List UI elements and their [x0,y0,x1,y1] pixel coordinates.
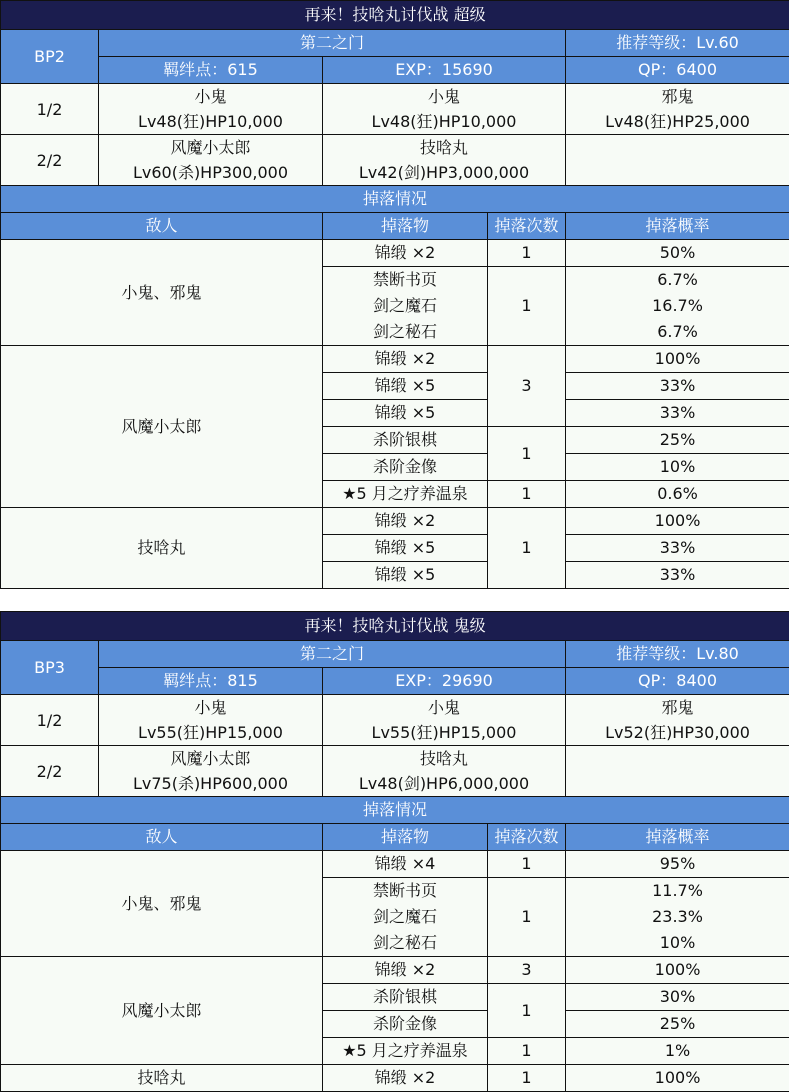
col-item: 掉落物 [323,213,488,240]
enemy-name: 风魔小太郎 [99,746,322,771]
drop-row [1,851,789,878]
enemy-cell [566,135,789,186]
wave-number: 1/2 [1,84,99,135]
drop-rate: 33% [566,562,789,589]
enemy-cell [99,746,323,797]
quest-title: 再来！技唅丸讨伐战 鬼级 [1,612,789,641]
drops-title-row [1,797,789,824]
enemy-stats: Lv55(狂)HP15,000 [323,720,565,745]
drop-rate: 6.7% [566,267,789,293]
enemy-cell [566,695,789,746]
drop-rate: 100% [566,346,789,373]
col-count: 掉落次数 [488,824,566,851]
wave-number: 2/2 [1,135,99,186]
enemy-stats: Lv60(杀)HP300,000 [99,160,322,185]
col-count: 掉落次数 [488,213,566,240]
drops-title: 掉落情况 [1,186,789,213]
drop-item: 锦缎 ×2 [323,957,488,984]
recommend-level: 推荐等级：Lv.60 [566,30,789,57]
bp-label: BP2 [1,30,99,84]
quest-title: 再来！技唅丸讨伐战 超级 [1,1,789,30]
enemy-name: 小鬼 [99,84,322,109]
wave-row [1,135,789,186]
drop-enemy: 小鬼、邪鬼 [1,851,323,957]
drop-item: 杀阶银棋 [323,984,488,1011]
enemy-name: 邪鬼 [566,84,789,109]
drop-items [323,878,488,957]
recommend-level: 推荐等级：Lv.80 [566,641,789,668]
enemy-name: 技唅丸 [323,135,565,160]
drop-item: 禁断书页 [323,878,487,904]
header-row [1,641,789,668]
wave-number: 2/2 [1,746,99,797]
drop-rate: 10% [566,454,789,481]
drop-count: 1 [488,851,566,878]
col-item: 掉落物 [323,824,488,851]
drops-header-row [1,213,789,240]
enemy-stats: Lv75(杀)HP600,000 [99,771,322,796]
drop-enemy: 风魔小太郎 [1,346,323,508]
enemy-name: 技唅丸 [323,746,565,771]
drop-table [0,611,789,1092]
drop-item: 锦缎 ×2 [323,1065,488,1092]
drop-rate: 16.7% [566,293,789,319]
drop-item: 杀阶金像 [323,1011,488,1038]
drop-rate: 100% [566,1065,789,1092]
enemy-stats: Lv48(狂)HP10,000 [99,109,322,134]
enemy-cell [323,695,566,746]
enemy-stats: Lv48(狂)HP10,000 [323,109,565,134]
col-rate: 掉落概率 [566,824,789,851]
header-row [1,30,789,57]
drop-item: ★5 月之疗养温泉 [323,1038,488,1065]
enemy-name: 小鬼 [99,695,322,720]
enemy-cell [323,746,566,797]
drops-title: 掉落情况 [1,797,789,824]
enemy-stats: Lv48(剑)HP6,000,000 [323,771,565,796]
exp-value: EXP：29690 [323,668,566,695]
qp-value: QP：6400 [566,57,789,84]
drop-count: 1 [488,508,566,589]
drop-enemy: 风魔小太郎 [1,957,323,1065]
enemy-stats: Lv42(剑)HP3,000,000 [323,160,565,185]
drop-item: 锦缎 ×2 [323,346,488,373]
col-enemy: 敌人 [1,213,323,240]
drop-row [1,508,789,535]
drop-rate: 6.7% [566,319,789,345]
bond-points: 羁绊点：615 [99,57,323,84]
drop-rate: 1% [566,1038,789,1065]
drop-enemy: 技唅丸 [1,508,323,589]
drop-count: 3 [488,957,566,984]
drop-rate: 23.3% [566,904,789,930]
drop-item: 剑之秘石 [323,319,487,345]
title-row [1,612,789,641]
wave-row [1,84,789,135]
drop-row [1,1065,789,1092]
drop-count: 1 [488,878,566,957]
drop-item: 杀阶银棋 [323,427,488,454]
drop-rate: 10% [566,930,789,956]
stats-row [1,668,789,695]
drop-item: 锦缎 ×5 [323,562,488,589]
col-rate: 掉落概率 [566,213,789,240]
enemy-stats: Lv52(狂)HP30,000 [566,720,789,745]
drop-item: 剑之魔石 [323,904,487,930]
drop-rate: 33% [566,373,789,400]
drop-count: 1 [488,427,566,481]
drop-rate: 11.7% [566,878,789,904]
title-row [1,1,789,30]
drop-item: 剑之秘石 [323,930,487,956]
enemy-cell [323,84,566,135]
drop-rate: 33% [566,535,789,562]
enemy-cell [99,135,323,186]
wave-row [1,695,789,746]
drop-count: 3 [488,346,566,427]
table-gap [0,589,789,611]
drop-item: 锦缎 ×2 [323,240,488,267]
drop-row [1,240,789,267]
drop-rate: 0.6% [566,481,789,508]
drop-rates [566,878,789,957]
wave-row [1,746,789,797]
enemy-name: 小鬼 [323,84,565,109]
enemy-cell [323,135,566,186]
enemy-name: 小鬼 [323,695,565,720]
bond-points: 羁绊点：815 [99,668,323,695]
exp-value: EXP：15690 [323,57,566,84]
enemy-name: 邪鬼 [566,695,789,720]
drop-rate: 33% [566,400,789,427]
drop-item: 锦缎 ×5 [323,373,488,400]
drop-rates [566,267,789,346]
drop-count: 1 [488,267,566,346]
drop-item: 锦缎 ×5 [323,535,488,562]
drop-rate: 100% [566,957,789,984]
stats-row [1,57,789,84]
drops-title-row [1,186,789,213]
drop-enemy: 小鬼、邪鬼 [1,240,323,346]
drop-count: 1 [488,481,566,508]
drop-rate: 100% [566,508,789,535]
drop-row [1,957,789,984]
drop-items [323,267,488,346]
drop-count: 1 [488,240,566,267]
drop-enemy: 技唅丸 [1,1065,323,1092]
gate-name: 第二之门 [99,30,566,57]
drop-rate: 30% [566,984,789,1011]
drop-count: 1 [488,984,566,1038]
enemy-cell [99,695,323,746]
drop-item: 禁断书页 [323,267,487,293]
drop-row [1,346,789,373]
gate-name: 第二之门 [99,641,566,668]
drop-item: ★5 月之疗养温泉 [323,481,488,508]
enemy-name: 风魔小太郎 [99,135,322,160]
drop-rate: 50% [566,240,789,267]
enemy-cell [99,84,323,135]
drop-rate: 25% [566,427,789,454]
drop-item: 锦缎 ×2 [323,508,488,535]
enemy-cell [566,84,789,135]
drop-rate: 25% [566,1011,789,1038]
wave-number: 1/2 [1,695,99,746]
enemy-stats: Lv48(狂)HP25,000 [566,109,789,134]
enemy-stats: Lv55(狂)HP15,000 [99,720,322,745]
drop-count: 1 [488,1038,566,1065]
drops-header-row [1,824,789,851]
drop-item: 剑之魔石 [323,293,487,319]
drop-item: 锦缎 ×4 [323,851,488,878]
col-enemy: 敌人 [1,824,323,851]
bp-label: BP3 [1,641,99,695]
drop-item: 锦缎 ×5 [323,400,488,427]
qp-value: QP：8400 [566,668,789,695]
drop-item: 杀阶金像 [323,454,488,481]
drop-rate: 95% [566,851,789,878]
enemy-cell [566,746,789,797]
drop-count: 1 [488,1065,566,1092]
